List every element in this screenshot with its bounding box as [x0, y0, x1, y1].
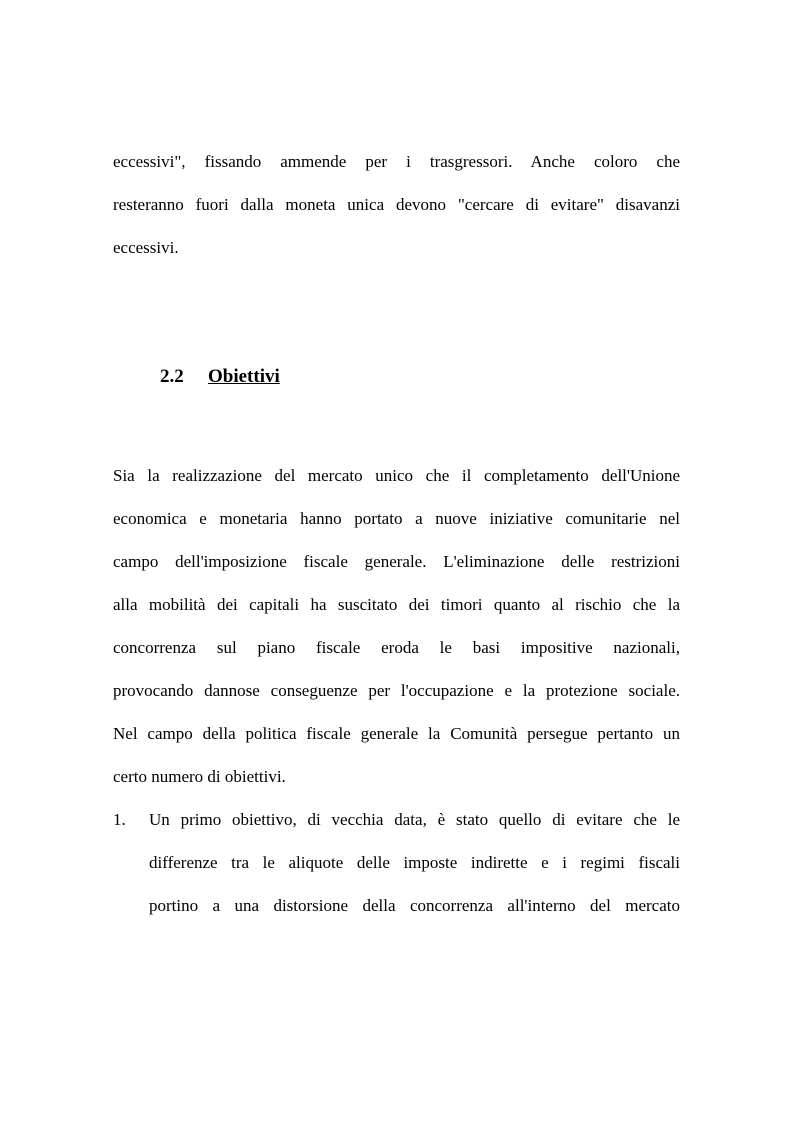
paragraph-line: Nel campo della politica fiscale generale la Comunità persegue pertanto un	[113, 724, 680, 743]
main-paragraph	[113, 454, 680, 798]
paragraph-line: Sia la realizzazione del mercato unico che il completamento dell'Unione	[113, 466, 680, 485]
list-item-line: differenze tra le aliquote delle imposte indirette e i regimi fiscali	[149, 853, 680, 872]
paragraph-line: economica e monetaria hanno portato a nuove iniziative comunitarie nel	[113, 509, 680, 528]
paragraph-line: certo numero di obiettivi.	[113, 767, 286, 786]
list-item-line: portino a una distorsione della concorrenza all'interno del mercato	[149, 896, 680, 915]
list-item-marker: 1.	[113, 810, 126, 829]
section-number: 2.2	[160, 366, 184, 387]
section-title: Obiettivi	[208, 366, 280, 387]
paragraph-line: eccessivi", fissando ammende per i trasgressori. Anche coloro che	[113, 152, 680, 171]
continuation-paragraph	[113, 140, 680, 269]
objectives-list	[113, 798, 680, 927]
paragraph-line: provocando dannose conseguenze per l'occupazione e la protezione sociale.	[113, 681, 680, 700]
paragraph-line: alla mobilità dei capitali ha suscitato dei timori quanto al rischio che la	[113, 595, 680, 614]
paragraph-line: concorrenza sul piano fiscale eroda le basi impositive nazionali,	[113, 638, 680, 657]
list-item-line: Un primo obiettivo, di vecchia data, è stato quello di evitare che le	[149, 810, 680, 829]
paragraph-line: resteranno fuori dalla moneta unica devono "cercare di evitare" disavanzi	[113, 195, 680, 214]
paragraph-line: eccessivi.	[113, 238, 179, 257]
paragraph-line: campo dell'imposizione fiscale generale. L'eliminazione delle restrizioni	[113, 552, 680, 571]
list-item	[113, 798, 680, 927]
section-heading	[160, 366, 280, 388]
